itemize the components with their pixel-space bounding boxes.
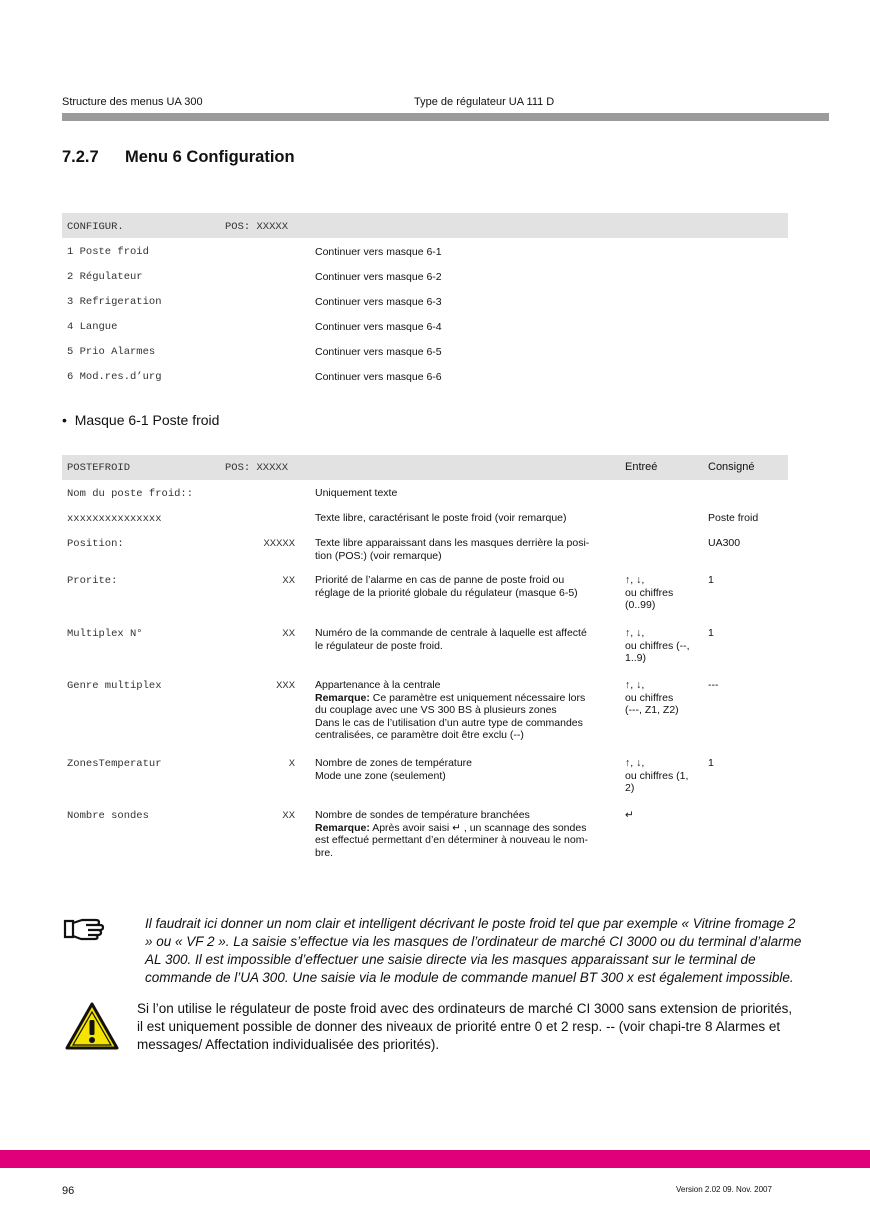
warning-note-text: Si l’on utilise le régulateur de poste froid avec des ordinateurs de marché CI 3000 sans extension de priorités, il est uniquement possible de donner des niveaux de priorité entre 0 et 2 resp. -- (voir chapi-tre 8 Alarmes et messages/ Affectation individualisée des priorités).	[137, 1001, 793, 1052]
poste-row-label: Position:	[67, 538, 124, 550]
section-number: 7.2.7	[62, 148, 99, 166]
remark-label: Remarque:	[315, 821, 370, 834]
poste-header-entree: Entreé	[625, 461, 658, 473]
poste-row-label: xxxxxxxxxxxxxxx	[67, 513, 162, 525]
config-row-label: 4 Langue	[67, 321, 118, 333]
config-row-desc: Continuer vers masque 6-5	[315, 346, 442, 358]
poste-row-entree: ↑, ↓, ou chiffres (0..99)	[625, 574, 674, 611]
poste-row-value: XX	[282, 810, 295, 822]
poste-row-consigne: Poste froid	[708, 512, 759, 524]
poste-row-desc: Numéro de la commande de centrale à laquelle est affecté le régulateur de poste froid.	[315, 627, 587, 652]
footer-bar	[0, 1150, 870, 1168]
poste-row-label: Multiplex N°	[67, 628, 143, 640]
header-center: Type de régulateur UA 111 D	[414, 96, 555, 108]
poste-header-label: POSTEFROID	[67, 462, 131, 474]
page-number: 96	[62, 1185, 75, 1197]
section-title	[62, 148, 295, 167]
config-row-desc: Continuer vers masque 6-3	[315, 296, 442, 308]
config-row-label: 6 Mod.res.d’urg	[67, 371, 162, 383]
config-header-pos: POS: XXXXX	[225, 221, 289, 233]
config-row-desc: Continuer vers masque 6-2	[315, 271, 442, 283]
poste-row-consigne: 1	[708, 574, 714, 586]
poste-table-header	[62, 455, 788, 480]
config-row-label: 1 Poste froid	[67, 246, 149, 258]
poste-row-label: Prorite:	[67, 575, 118, 587]
section-title-text: Menu 6 Configuration	[125, 148, 295, 166]
poste-row-desc: Texte libre, caractérisant le poste froid (voir remarque)	[315, 512, 567, 524]
version-info: Version 2.02 09. Nov. 2007	[676, 1185, 772, 1194]
poste-row-consigne: ---	[708, 679, 719, 691]
config-row-desc: Continuer vers masque 6-6	[315, 371, 442, 383]
config-table-header	[62, 213, 788, 238]
poste-row-consigne: UA300	[708, 537, 741, 549]
poste-row-entree: ↑, ↓, ou chiffres (1, 2)	[625, 757, 689, 794]
poste-header-consigne: Consigné	[708, 461, 755, 473]
poste-row-label: Genre multiplex	[67, 680, 162, 692]
poste-row-desc-main: Nombre de sondes de température branchées	[315, 809, 530, 821]
config-row-desc: Continuer vers masque 6-4	[315, 321, 442, 333]
poste-row-label: Nombre sondes	[67, 810, 149, 822]
poste-row-value: XXXXX	[263, 538, 295, 550]
poste-row-desc: Priorité de l’alarme en cas de panne de poste froid ou réglage de la priorité globale du régulateur (masque 6-5)	[315, 574, 578, 599]
poste-row-entree: ↵	[625, 809, 634, 821]
poste-row-desc-main: Appartenance à la centrale	[315, 679, 441, 691]
poste-row-value: XXX	[276, 680, 295, 692]
poste-header-pos: POS: XXXXX	[225, 462, 289, 474]
poste-row-value: XX	[282, 628, 295, 640]
remark-label: Remarque:	[315, 691, 370, 704]
warning-icon	[64, 1001, 120, 1056]
poste-row-entree: ↑, ↓, ou chiffres (---, Z1, Z2)	[625, 679, 679, 716]
poste-row-desc: Uniquement texte	[315, 487, 398, 499]
header-bar	[62, 113, 829, 121]
poste-row-desc: Texte libre apparaissant dans les masques derrière la posi- tion (POS:) (voir remarque)	[315, 537, 590, 562]
bullet-item: • Masque 6-1 Poste froid	[62, 412, 220, 428]
config-header-label: CONFIGUR.	[67, 221, 124, 233]
poste-row-entree: ↑, ↓, ou chiffres (--, 1..9)	[625, 627, 690, 664]
bullet-text: Masque 6-1 Poste froid	[74, 412, 220, 428]
header-left: Structure des menus UA 300	[62, 96, 203, 108]
poste-row-value: X	[288, 758, 295, 770]
poste-row-label: ZonesTemperatur	[67, 758, 162, 770]
poste-row-label: Nom du poste froid::	[67, 488, 194, 500]
config-row-desc: Continuer vers masque 6-1	[315, 246, 442, 258]
poste-row-desc	[315, 809, 615, 859]
config-row-label: 3 Refrigeration	[67, 296, 162, 308]
poste-row-consigne: 1	[708, 627, 714, 639]
poste-row-value: XX	[282, 575, 295, 587]
poste-row-consigne: 1	[708, 757, 714, 769]
config-row-label: 2 Régulateur	[67, 271, 143, 283]
poste-row-desc: Nombre de zones de température Mode une zone (seulement)	[315, 757, 473, 782]
pointing-hand-icon	[62, 916, 106, 947]
poste-row-desc-remark: Après avoir saisi ↵ , un scannage des sondes est effectué permettant d’en déterminer à nouveau le nom- bre.	[315, 821, 588, 859]
config-row-label: 5 Prio Alarmes	[67, 346, 156, 358]
poste-row-desc-remark: Ce paramètre est uniquement nécessaire lors du couplage avec une VS 300 BS à plusieurs zones Dans le cas de l’utilisation d’un autre type de commandes centralisées, ce paramètre doit être exclu (--)	[315, 691, 586, 741]
hand-note-text: Il faudrait ici donner un nom clair et intelligent décrivant le poste froid tel que par exemple « Vitrine fromage 2 » ou « VF 2 ». La saisie s’effectue via les masques de l’ordinateur de marché CI 3000 ou du terminal d’alarme AL 300. Il est impossible d’effectuer une saisie directe via les masques apparaissant sur le terminal de commande de l’UA 300. Une saisie via le module de commande manuel BT 300 x est également impossible.	[145, 916, 802, 985]
poste-row-desc	[315, 679, 615, 742]
